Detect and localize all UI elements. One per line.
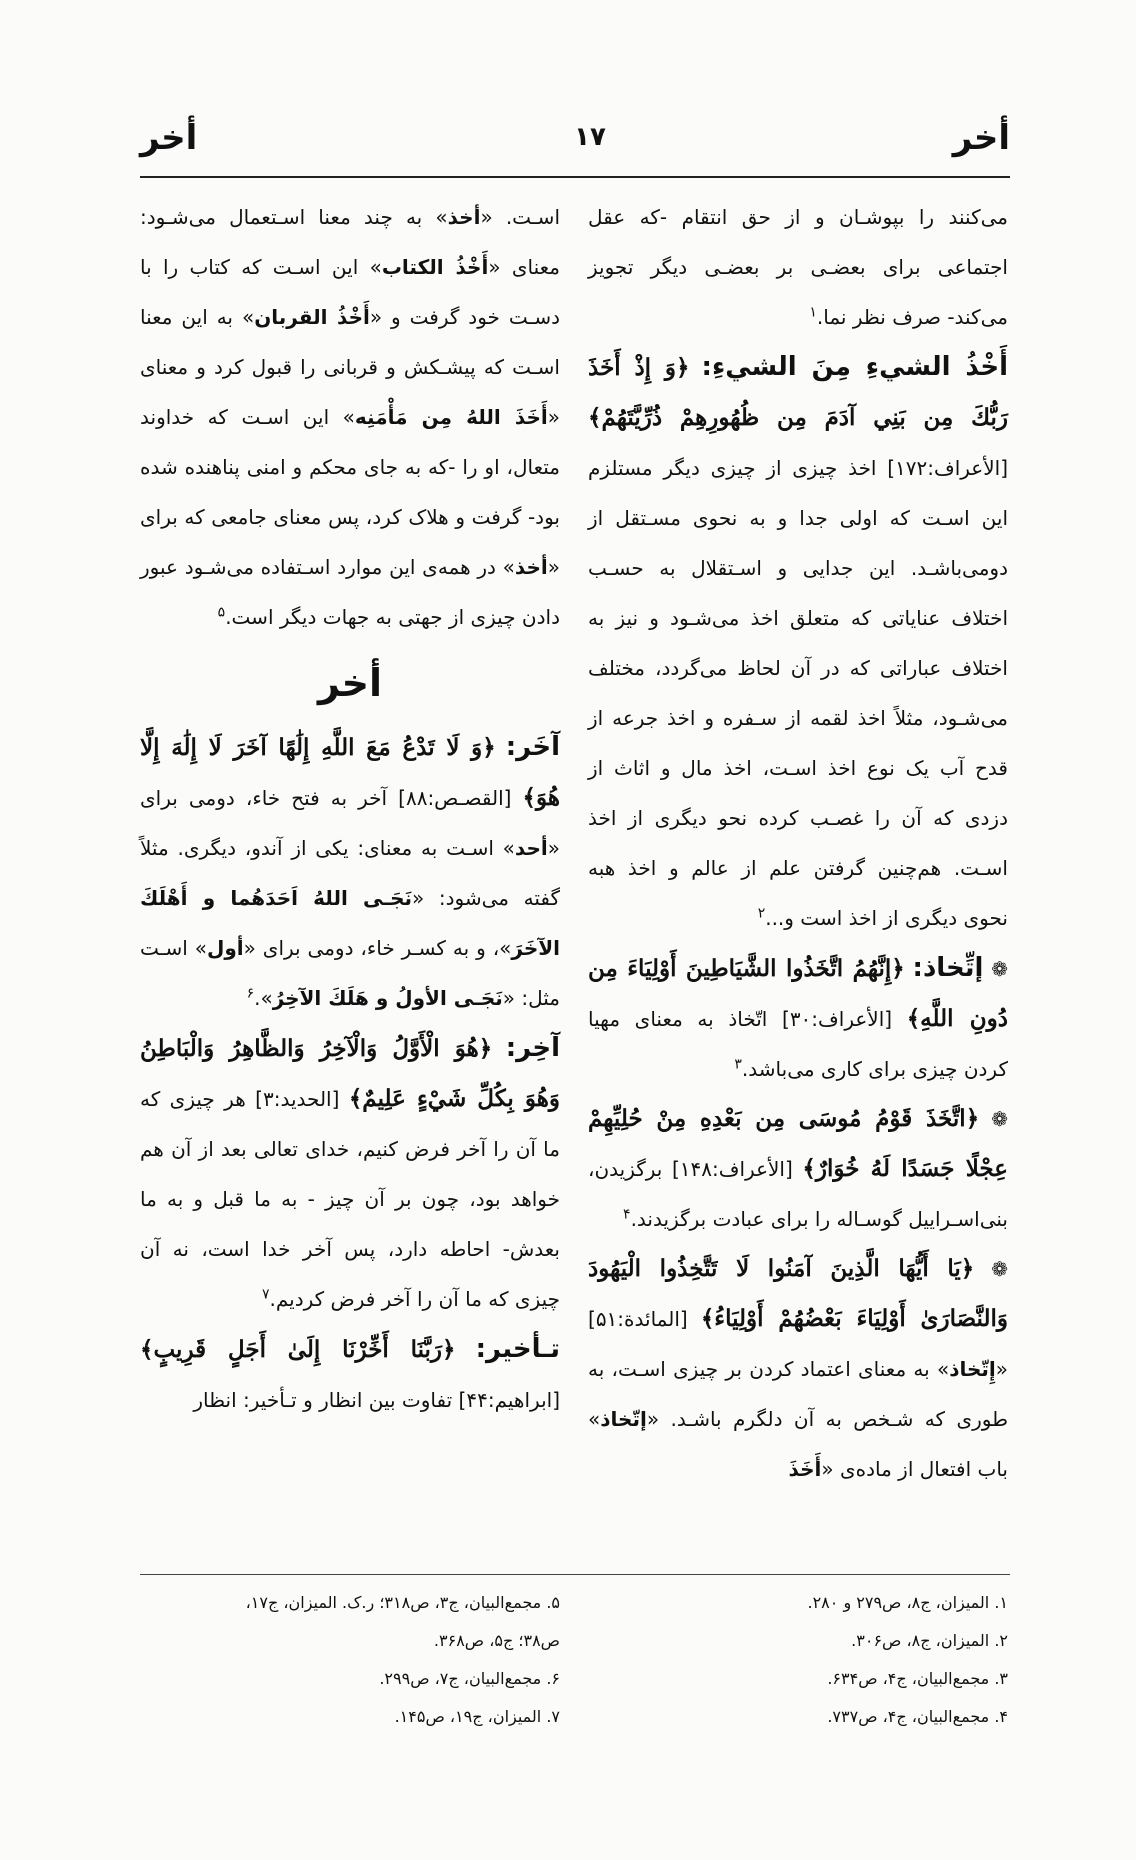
entry-text: « [995, 1357, 1008, 1381]
inline-term: نَجَـى اللهُ اَحَدَهُما و أَهْلَكَ الآخَرَ [140, 886, 560, 960]
inline-term: أَخَذَ [788, 1457, 822, 1481]
flower-icon: ❁ [991, 1107, 1008, 1131]
footnote: ۳. مجمع‌البیان، ج۴، ص۶۳۴. [827, 1669, 1008, 1688]
footnote: ۱. المیزان، ج۸، ص۲۷۹ و ۲۸۰. [807, 1593, 1008, 1612]
text: » این اسـت که کتاب را با دسـت خود گرفت و « [140, 255, 561, 329]
verse-reference: [الأعراف:۱۷۲] [887, 456, 1008, 480]
footnote-ref: ۲ [757, 905, 766, 922]
text: » به این معنا اسـت که پیشـکش و قربانی را قبول کرد و معنای « [140, 305, 560, 429]
flower-icon: ❁ [991, 957, 1009, 981]
section-heading: أخر [317, 661, 383, 705]
inline-term: أخذ [447, 205, 481, 229]
inline-term: أخذ [514, 555, 548, 579]
footnote: ۶. مجمع‌البیان، ج۷، ص۲۹۹. [379, 1669, 560, 1688]
quran-verse: ﴿يَا أَيُّهَا الَّذِينَ آمَنُوا لَا تَتَّخِذُوا الْيَهُودَ وَالنَّصَارَىٰ أَوْلِيَاءَ بَعْضُهُمْ أَوْلِيَاءُ﴾ [588, 1255, 1008, 1332]
flower-icon: ❁ [991, 1257, 1009, 1281]
verse-reference: [الأعراف:۱۴۸] [671, 1157, 793, 1181]
entry-la-tattakhidhu [588, 1244, 1008, 1494]
inline-term: أَخْذُ الكتاب [381, 255, 489, 279]
text: » به چند معنا اسـتعمال می‌شـود: معنای « [140, 205, 560, 279]
entry-akhir [140, 1023, 560, 1324]
inline-term: نَجَـى الأولُ و هَلَكَ الآخِرُ [272, 986, 503, 1010]
footnotes-left [140, 1584, 560, 1736]
quran-verse: ﴿وَ لَا تَدْعُ مَعَ اللَّهِ إِلَٰهًا آخَرَ لَا إِلَٰهَ إِلَّا هُوَ﴾ [140, 734, 561, 811]
footnote: ۴. مجمع‌البیان، ج۴، ص۷۳۷. [827, 1707, 1008, 1726]
entry-term: آخَر: [505, 732, 560, 762]
inline-term: إِتّخاذ [949, 1357, 996, 1381]
quran-verse: ﴿رَبَّنَا أَخِّرْنَا إِلَىٰ أَجَلٍ قَرِيبٍ﴾ [140, 1336, 456, 1363]
page-number: ۱۷ [574, 122, 606, 152]
right-paragraph-1 [588, 192, 1008, 342]
entry-takhir [140, 1324, 560, 1425]
footnote-ref: ۴ [623, 1206, 631, 1223]
text: » این اسـت که خداوند متعال، او را -که به جای محکم و امنی پناهنده شده بود- گرفت و هلاک کرد، پس معنای جامعی که برای « [140, 405, 560, 579]
right-column [588, 192, 1008, 1494]
footnote-ref: ۱ [809, 304, 817, 321]
entry-akhar [140, 722, 560, 1023]
inline-term: أَخَذَ اللهُ مِن مَأْمَنِه [354, 405, 548, 429]
entry-text: برگزیدن، بنی‌اسـراییل گوسـاله را برای عبادت برگزیدند. [588, 1157, 1008, 1231]
left-paragraph-1 [140, 192, 560, 642]
quran-verse: ﴿وَ إِذْ أَخَذَ رَبُّكَ مِن بَنِي آدَمَ مِن ظُهُورِهِمْ ذُرِّيَّتَهُمْ﴾ [588, 354, 1008, 431]
entry-term: تـأخیر: [475, 1334, 560, 1364]
quran-verse: ﴿اتَّخَذَ قَوْمُ مُوسَى مِن بَعْدِهِ مِنْ حُلِيِّهِمْ عِجْلًا جَسَدًا لَهُ خُوَارٌ﴾ [588, 1105, 1008, 1182]
entry-text: تفاوت بین انظار و تـأخیر: انظار [193, 1388, 453, 1412]
text: » اسـت مثل: « [140, 936, 560, 1010]
inline-term: إتّخاذ [600, 1407, 647, 1431]
footnote-rule [140, 1574, 1010, 1575]
verse-reference: [ابراهیم:۴۴] [458, 1388, 560, 1412]
verse-reference: [الأعراف:۳۰] [782, 1007, 893, 1031]
header-rule [140, 176, 1010, 178]
verse-reference: [المائدة:۵۱] [588, 1307, 688, 1331]
footnote: ۵. مجمع‌البیان، ج۳، ص۳۱۸؛ ر.ک. المیزان، ج۱۷، [245, 1593, 560, 1612]
entry-term: أَخْذُ الشيءِ مِنَ الشيءِ: [701, 352, 1008, 382]
header-keyword-left: أخر [140, 118, 198, 158]
header-keyword-right: أخر [952, 118, 1010, 158]
entry-akhdh-shay [588, 342, 1008, 943]
footnotes-right [588, 1584, 1008, 1736]
inline-term: أول [206, 936, 244, 960]
footnote: ۷. المیزان، ج۱۹، ص۱۴۵. [394, 1707, 560, 1726]
footnote: ۲. المیزان، ج۸، ص۳۰۶. [851, 1631, 1008, 1650]
entry-term: آخِر: [505, 1033, 560, 1063]
text: ». [254, 986, 273, 1010]
inline-term: أحد [514, 836, 548, 860]
entry-ittakhadha-qawm [588, 1094, 1008, 1244]
page-header [140, 118, 1010, 178]
verse-reference: [القصـص:۸۸] [398, 786, 512, 810]
entry-text: » باب افتعال از ماده‌ی « [588, 1407, 1008, 1481]
text: اسـت. « [480, 205, 560, 229]
text: »، و به کسـر خاء، دومی برای « [243, 936, 512, 960]
entry-text: هر چیزی که ما آن را آخر فرض کنیم، خدای تعالی بعد از آن هم خواهد بود، چون بر آن چیز - به ما قبل و به ما بعدش- احاطه دارد، پس آخر خدا است، نه آن چیزی که ما آن را آخر فرض کردیم. [140, 1087, 560, 1311]
footnote: ص۳۸؛ ج۵، ص۳۶۸. [433, 1631, 560, 1650]
text: آخر به فتح خاء، دومی برای « [140, 786, 560, 860]
quran-verse: ﴿هُوَ الْأَوَّلُ وَالْآخِرُ وَالظَّاهِرُ وَالْبَاطِنُ وَهُوَ بِكُلِّ شَيْءٍ عَلِيمٌ﴾ [140, 1035, 560, 1112]
entry-text: اتّخاذ به معنای مهیا کردن چیزی برای کاری می‌باشد. [588, 1007, 1008, 1081]
quran-verse: ﴿إِنَّهُمُ اتَّخَذُوا الشَّيَاطِينَ أَوْلِيَاءَ مِن دُونِ اللَّهِ﴾ [588, 955, 1009, 1032]
left-column [140, 192, 560, 1425]
text: » در همه‌ی این موارد اسـتفاده می‌شـود عبور دادن چیزی از جهتی به جهات دیگر است. [140, 555, 560, 629]
footnote-ref: ۳ [734, 1056, 742, 1073]
text: می‌کنند را بپوشـان و از حق انتقام -که عقل اجتماعی برای بعضـی بر بعضـی دیگر تجویز می‌کند- صرف نظر نما. [588, 205, 1008, 329]
entry-text: اخذ چیزی از چیزی دیگر مستلزم این اسـت که اولی جدا و به نحوی مسـتقل از دومی‌باشـد. این جدایی و اسـتقلال به حسـب اختلاف عنایاتی که متعلق اخذ می‌شـود و نیز به اختلاف عباراتی که در آن لحاظ می‌گردد، مختلف می‌شـود، مثلاً اخذ لقمه از سـفره و اخذ جرعه از قدح آب یک نوع اخذ اسـت، اخذ مال و اثاث از دزدی که آن را غصـب کرده نحو دیگری از اخذ اسـت. هم‌چنین گرفتن علم از عالم و اخذ هبه نحوی دیگری از اخذ است و... [588, 456, 1008, 930]
entry-text: » به معنای اعتماد کردن بر چیزی اسـت، به طوری که شـخص به آن دلگرم باشـد. « [588, 1357, 1008, 1431]
entry-term: إتِّخاذ: [912, 953, 984, 983]
inline-term: أَخْذُ القربان [254, 305, 370, 329]
verse-reference: [الحديد:۳] [255, 1087, 340, 1111]
footnote-ref: ۵ [217, 604, 226, 621]
footnote-ref: ۷ [261, 1286, 270, 1303]
footnote-ref: ۶ [246, 985, 255, 1002]
text: » اسـت به معنای: یکی از آندو، دیگری. مثلاً گفته می‌شود: « [140, 836, 561, 910]
entry-ittikhadh [588, 943, 1008, 1094]
